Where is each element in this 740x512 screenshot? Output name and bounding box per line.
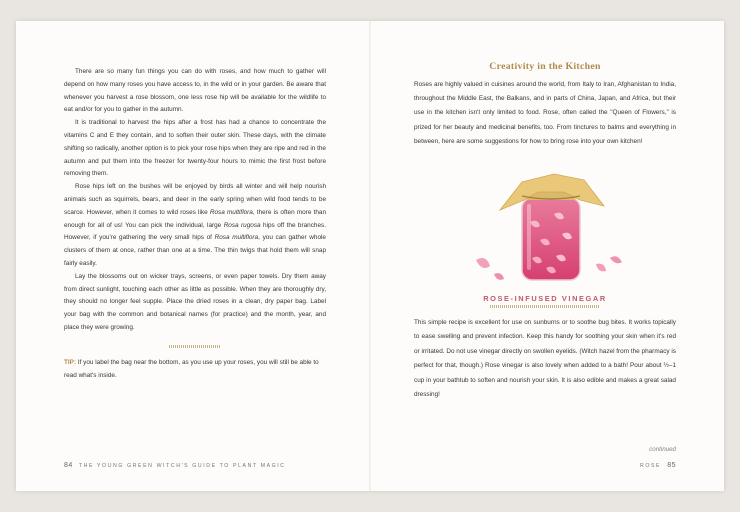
left-folio — [64, 462, 286, 469]
page-number: 84 — [64, 462, 73, 469]
book-spread — [16, 21, 724, 491]
rose-vinegar-jar-illustration — [414, 162, 676, 290]
botanical-name: Rosa multiflora — [214, 234, 259, 242]
right-folio — [640, 462, 676, 469]
book-gutter — [369, 21, 371, 491]
paragraph-text: Rose hips left on the bushes will be enjoyed by birds all winter and will help nourish animals such as squirrels, bears, and deer in the early spring when wild food tends to be scarce. However, when it comes to wild roses like Rosa multiflora, there is often more than enough for all of us! You can pick the individual, large Rosa rugosa hips off the branches. However, if you're gathering the very small hips of Rosa multiflora, you can gather whole clusters of them at once, rather than one at a time. The thin twigs that hold them will snap fairly easily. — [64, 183, 327, 267]
right-page — [414, 21, 676, 491]
intro-paragraph: Roses are highly valued in cuisines around the world, from Italy to Iran, Afghanistan to India, throughout the Middle East, the Balkans, and in parts of China, Japan, and Africa, but their use in the kitchen isn't only limited to food. Rose, often called the "Queen of Flowers," is prized for her beauty and medicinal benefits, too. From tinctures to balms and everything in between, here are some suggestions for how to bring rose into your own kitchen! — [414, 81, 676, 145]
divider — [169, 345, 221, 348]
tip-text: If you label the bag near the bottom, as you use up your roses, you will still be able to read what's inside. — [64, 358, 319, 379]
tip — [64, 357, 326, 383]
petal — [610, 256, 622, 263]
petal — [596, 264, 606, 272]
glass-highlight — [527, 204, 531, 270]
left-page — [64, 21, 326, 491]
botanical-name: Rosa rugosa — [223, 221, 261, 229]
running-head: ROSE — [640, 463, 662, 469]
petal — [476, 258, 490, 268]
tip-label: TIP: — [64, 358, 77, 366]
jar-illustration-svg — [414, 162, 676, 290]
divider — [490, 305, 600, 308]
section-title: Creativity in the Kitchen — [489, 61, 601, 72]
botanical-name: Rosa multiflora — [209, 208, 253, 216]
paragraph: It is traditional to harvest the hips after a frost has had a chance to concentrate the vitamins C and E they contain, and to soften their outer skin. These days, with the climate shifting so radically, another option is to pick your rose hips when they are ripe and red in the autumn and put them into the freezer for twenty-four hours to mimic the first frost before removing them. — [64, 119, 326, 178]
continued-label: continued — [649, 446, 676, 453]
running-head: THE YOUNG GREEN WITCH'S GUIDE TO PLANT MAGIC — [78, 463, 286, 469]
recipe-paragraph: This simple recipe is excellent for use on sunburns or to soothe bug bites. It works topically to ease swelling and prevent infection. Keep this handy for soothing your skin when it's red or irritated. Do not use vinegar directly on swollen eyelids. (Witch hazel from the pharmacy is perfect for that, though.) Rose vinegar is also lovely when added to a bath! Pour about ½–1 cup in your bathtub to soften and nourish your skin. It is also edible and makes a great salad dressing! — [414, 319, 676, 399]
paragraph: Lay the blossoms out on wicker trays, screens, or even paper towels. Dry them away from direct sunlight, touching each other as little as possible. When they are thoroughly dry, they should no longer feel supple. Place the dried roses in a clean, dry paper bag. Label your bag with the common and botanical names (for practice) and the month, year, and place they were growing. — [64, 272, 326, 331]
paragraph: There are so many fun things you can do with roses, and how much to gather will depend on how many roses you have access to, in the wild or in your garden. Be aware that whenever you harvest a rose blossom, one less rose hip will be available for the wildlife to eat and/or for you to gather in the autumn. — [64, 68, 326, 114]
page-number: 85 — [667, 462, 676, 469]
recipe-title: ROSE-INFUSED VINEGAR — [483, 294, 607, 304]
petal — [494, 273, 504, 280]
paragraph — [64, 181, 326, 271]
